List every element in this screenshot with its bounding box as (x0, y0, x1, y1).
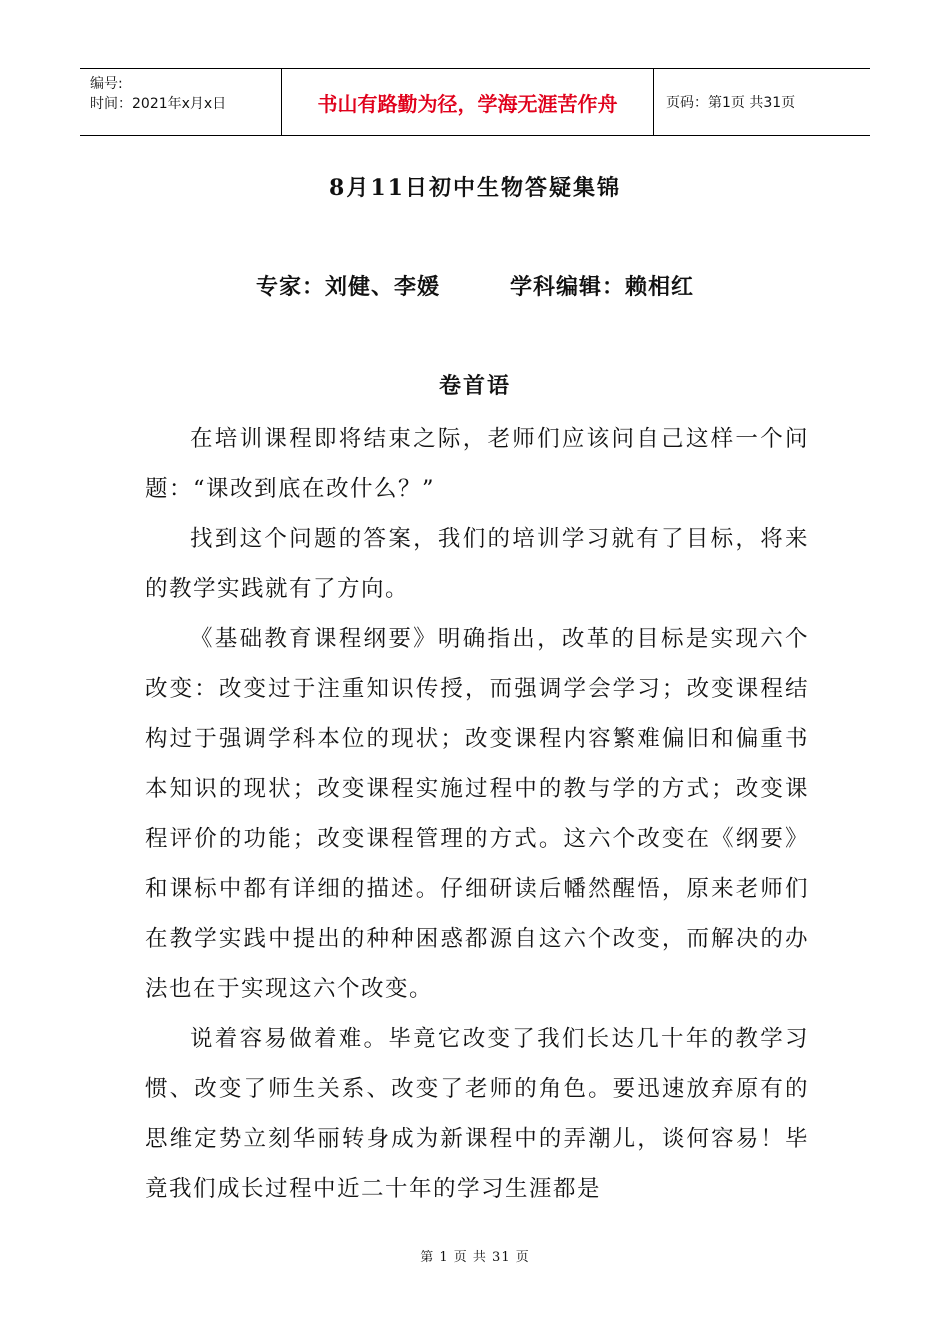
document-title: 8月11日初中生物答疑集锦 (329, 175, 621, 201)
header-motto: 书山有路勤为径，学海无涯苦作舟 (317, 91, 618, 116)
paragraph: 《基础教育课程纲要》明确指出，改革的目标是实现六个改变：改变过于注重知识传授，而强调学会学习；改变课程结构过于强调学科本位的现状；改变课程内容繁难偏旧和偏重书本知识的现状；改变课程实施过程中的教与学的方式；改变课程评价的功能；改变课程管理的方式。这六个改变在《纲要》和课标中都有详细的描述。仔细研读后幡然醒悟，原来老师们在教学实践中提出的种种困惑都源自这六个改变，而解决的办法也在于实现这六个改变。 (145, 626, 809, 1002)
doc-time-line: 时间：2021年x月x日 (90, 96, 227, 112)
header-page-info: 页码：第1页 共31页 (666, 95, 796, 111)
header-meta-cell (80, 69, 282, 135)
paragraph: 说着容易做着难。毕竟它改变了我们长达几十年的教学习惯、改变了师生关系、改变了老师的角色。要迅速放弃原有的思维定势立刻华丽转身成为新课程中的弄潮儿，谈何容易！毕竟我们成长过程中近二十年的学习生涯都是 (145, 1026, 809, 1202)
doc-number-label: 编号: (90, 76, 123, 92)
preface-heading: 卷首语 (438, 373, 511, 399)
experts-line (0, 270, 950, 301)
body-text (145, 414, 809, 1214)
subject-editor: 学科编辑：赖相红 (510, 274, 695, 300)
header-motto-cell (282, 69, 654, 135)
page-header (80, 68, 870, 136)
page-footer: 第 1 页 共 31 页 (420, 1250, 530, 1265)
paragraph: 找到这个问题的答案，我们的培训学习就有了目标，将来的教学实践就有了方向。 (145, 526, 809, 602)
experts-names: 专家：刘健、李媛 (255, 274, 440, 300)
paragraph: 在培训课程即将结束之际，老师们应该问自己这样一个问题：“课改到底在改什么？” (145, 426, 809, 502)
